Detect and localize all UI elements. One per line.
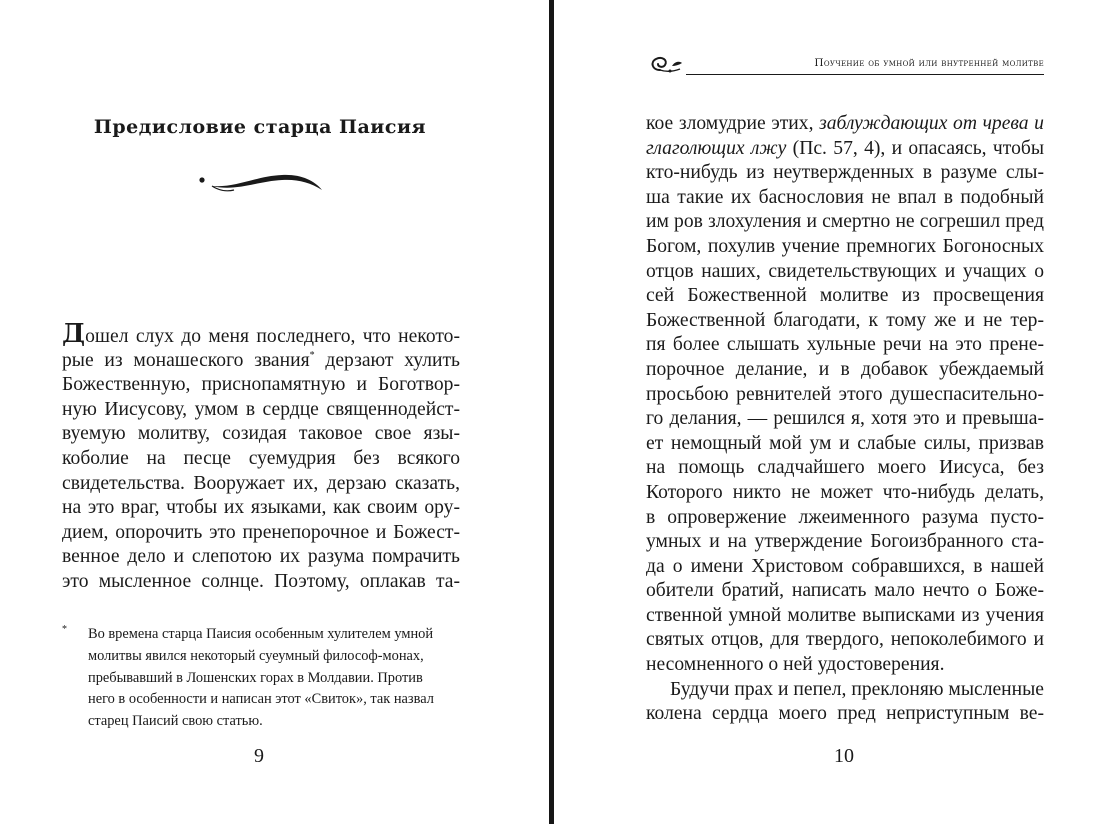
footnote-reference[interactable]: * <box>309 349 315 361</box>
body-line: порочное делание, и в добавок убеждаемый <box>646 358 1044 380</box>
body-line: глаголющих лжу (Пс. 57, 4), и опасаясь, чтобы <box>646 137 1044 159</box>
body-line: вуемую молитву, созидая таковое свое язы- <box>62 423 460 445</box>
body-line: свидетельства. Вооружает их, дерзаю сказать, <box>62 472 460 494</box>
chapter-title: Предисловие старца Паисия <box>93 116 427 138</box>
body-line: Божественной благодати, к тому же и не тер- <box>646 309 1044 331</box>
footnote-line: молитвы явился некоторый суеумный философ-монах, <box>88 647 424 664</box>
body-line: колена сердца моего пред неприступным ве- <box>646 703 1044 725</box>
running-head: Поучение об умной или внутренней молитве <box>814 57 1044 69</box>
body-line: Божественную, приснопамятную и Боготвор- <box>62 374 460 396</box>
body-line: им ров злохуления и смертно не согрешил пред <box>646 211 1044 233</box>
body-line: ет немощный мой ум и слабые силы, призвав <box>646 432 1044 454</box>
footnote-text <box>88 624 460 733</box>
body-line: просьбою ревнителей этого душеспасительно- <box>646 383 1044 405</box>
body-line: ственной умной молитве выписками из учения <box>646 604 1044 626</box>
title-flourish-ornament <box>196 168 326 198</box>
footnote-line: пребывавший в Лошенских горах в Молдавии. Против <box>88 669 423 686</box>
footnote-line: него в особенности и написан этот «Свиток», так назвал <box>88 691 434 708</box>
body-line: на помощь сладчайшего моего Иисуса, без <box>646 457 1044 479</box>
body-line: пя более слышать хульные речи на это прене- <box>646 334 1044 356</box>
right-page <box>554 0 1103 824</box>
body-line: отцов наших, свидетельствующих и учащих о <box>646 260 1044 282</box>
left-body-text <box>62 319 460 595</box>
body-line: венное дело и слепотою их разума помрачить <box>62 546 460 568</box>
right-body-text <box>646 112 1044 727</box>
body-line: это мысленное солнце. Поэтому, оплакав та- <box>62 570 460 592</box>
swirl-ornament-icon <box>646 50 686 78</box>
body-line: несомненного о ней удостоверения. <box>646 654 945 676</box>
body-line: сей Божественной молитве из просвещения <box>646 285 1044 307</box>
body-line: коболие на песце суемудрия без всякого <box>62 447 460 469</box>
body-line: дием, опорочить это пренепорочное и Божест- <box>62 521 460 543</box>
body-line: Которого никто не может что-нибудь делать, <box>646 481 1044 503</box>
page-number-left: 9 <box>254 745 264 767</box>
drop-cap: Д <box>62 319 86 349</box>
page-number-right: 10 <box>834 745 854 767</box>
footnote-line: старец Паисий свою статью. <box>88 713 263 730</box>
body-line: ша такие их баснословия не впал в подобный <box>646 186 1044 208</box>
body-line: в опровержение лжеименного разума пусто- <box>646 506 1044 528</box>
body-line: Будучи прах и пепел, преклоняю мысленные <box>670 678 1045 700</box>
body-line: рые из монашеского звания* дерзают хулить <box>62 349 460 371</box>
body-line: на это враг, чтобы их языками, как своим ору- <box>62 497 460 519</box>
body-line: обители братий, написать мало нечто о Боже- <box>646 580 1044 602</box>
body-line: кто-нибудь из неутвержденных в разуме слы- <box>646 162 1044 184</box>
body-line: Богом, похулив учение премногих Богоносных <box>646 235 1044 257</box>
body-line: да о имени Христовом собравшихся, в нашей <box>646 555 1044 577</box>
left-page <box>0 0 549 824</box>
body-line: ную Иисусову, умом в сердце священнодейст- <box>62 398 460 420</box>
footnote-line: Во времена старца Паисия особенным хулителем умной <box>88 626 434 642</box>
body-line: кое зломудрие этих, заблуждающих от чрева и <box>646 113 1044 134</box>
body-line: го делания, — решился я, хотя это и превыша- <box>646 408 1044 430</box>
body-line: Дошел слух до меня последнего, что некото- <box>62 319 460 349</box>
footnote-marker: * <box>62 624 67 635</box>
body-line: умных и на утверждение Богоизбранного ста- <box>646 531 1044 553</box>
header-rule <box>686 74 1044 75</box>
body-line: святых отцов, для твердого, непоколебимого и <box>646 629 1044 651</box>
